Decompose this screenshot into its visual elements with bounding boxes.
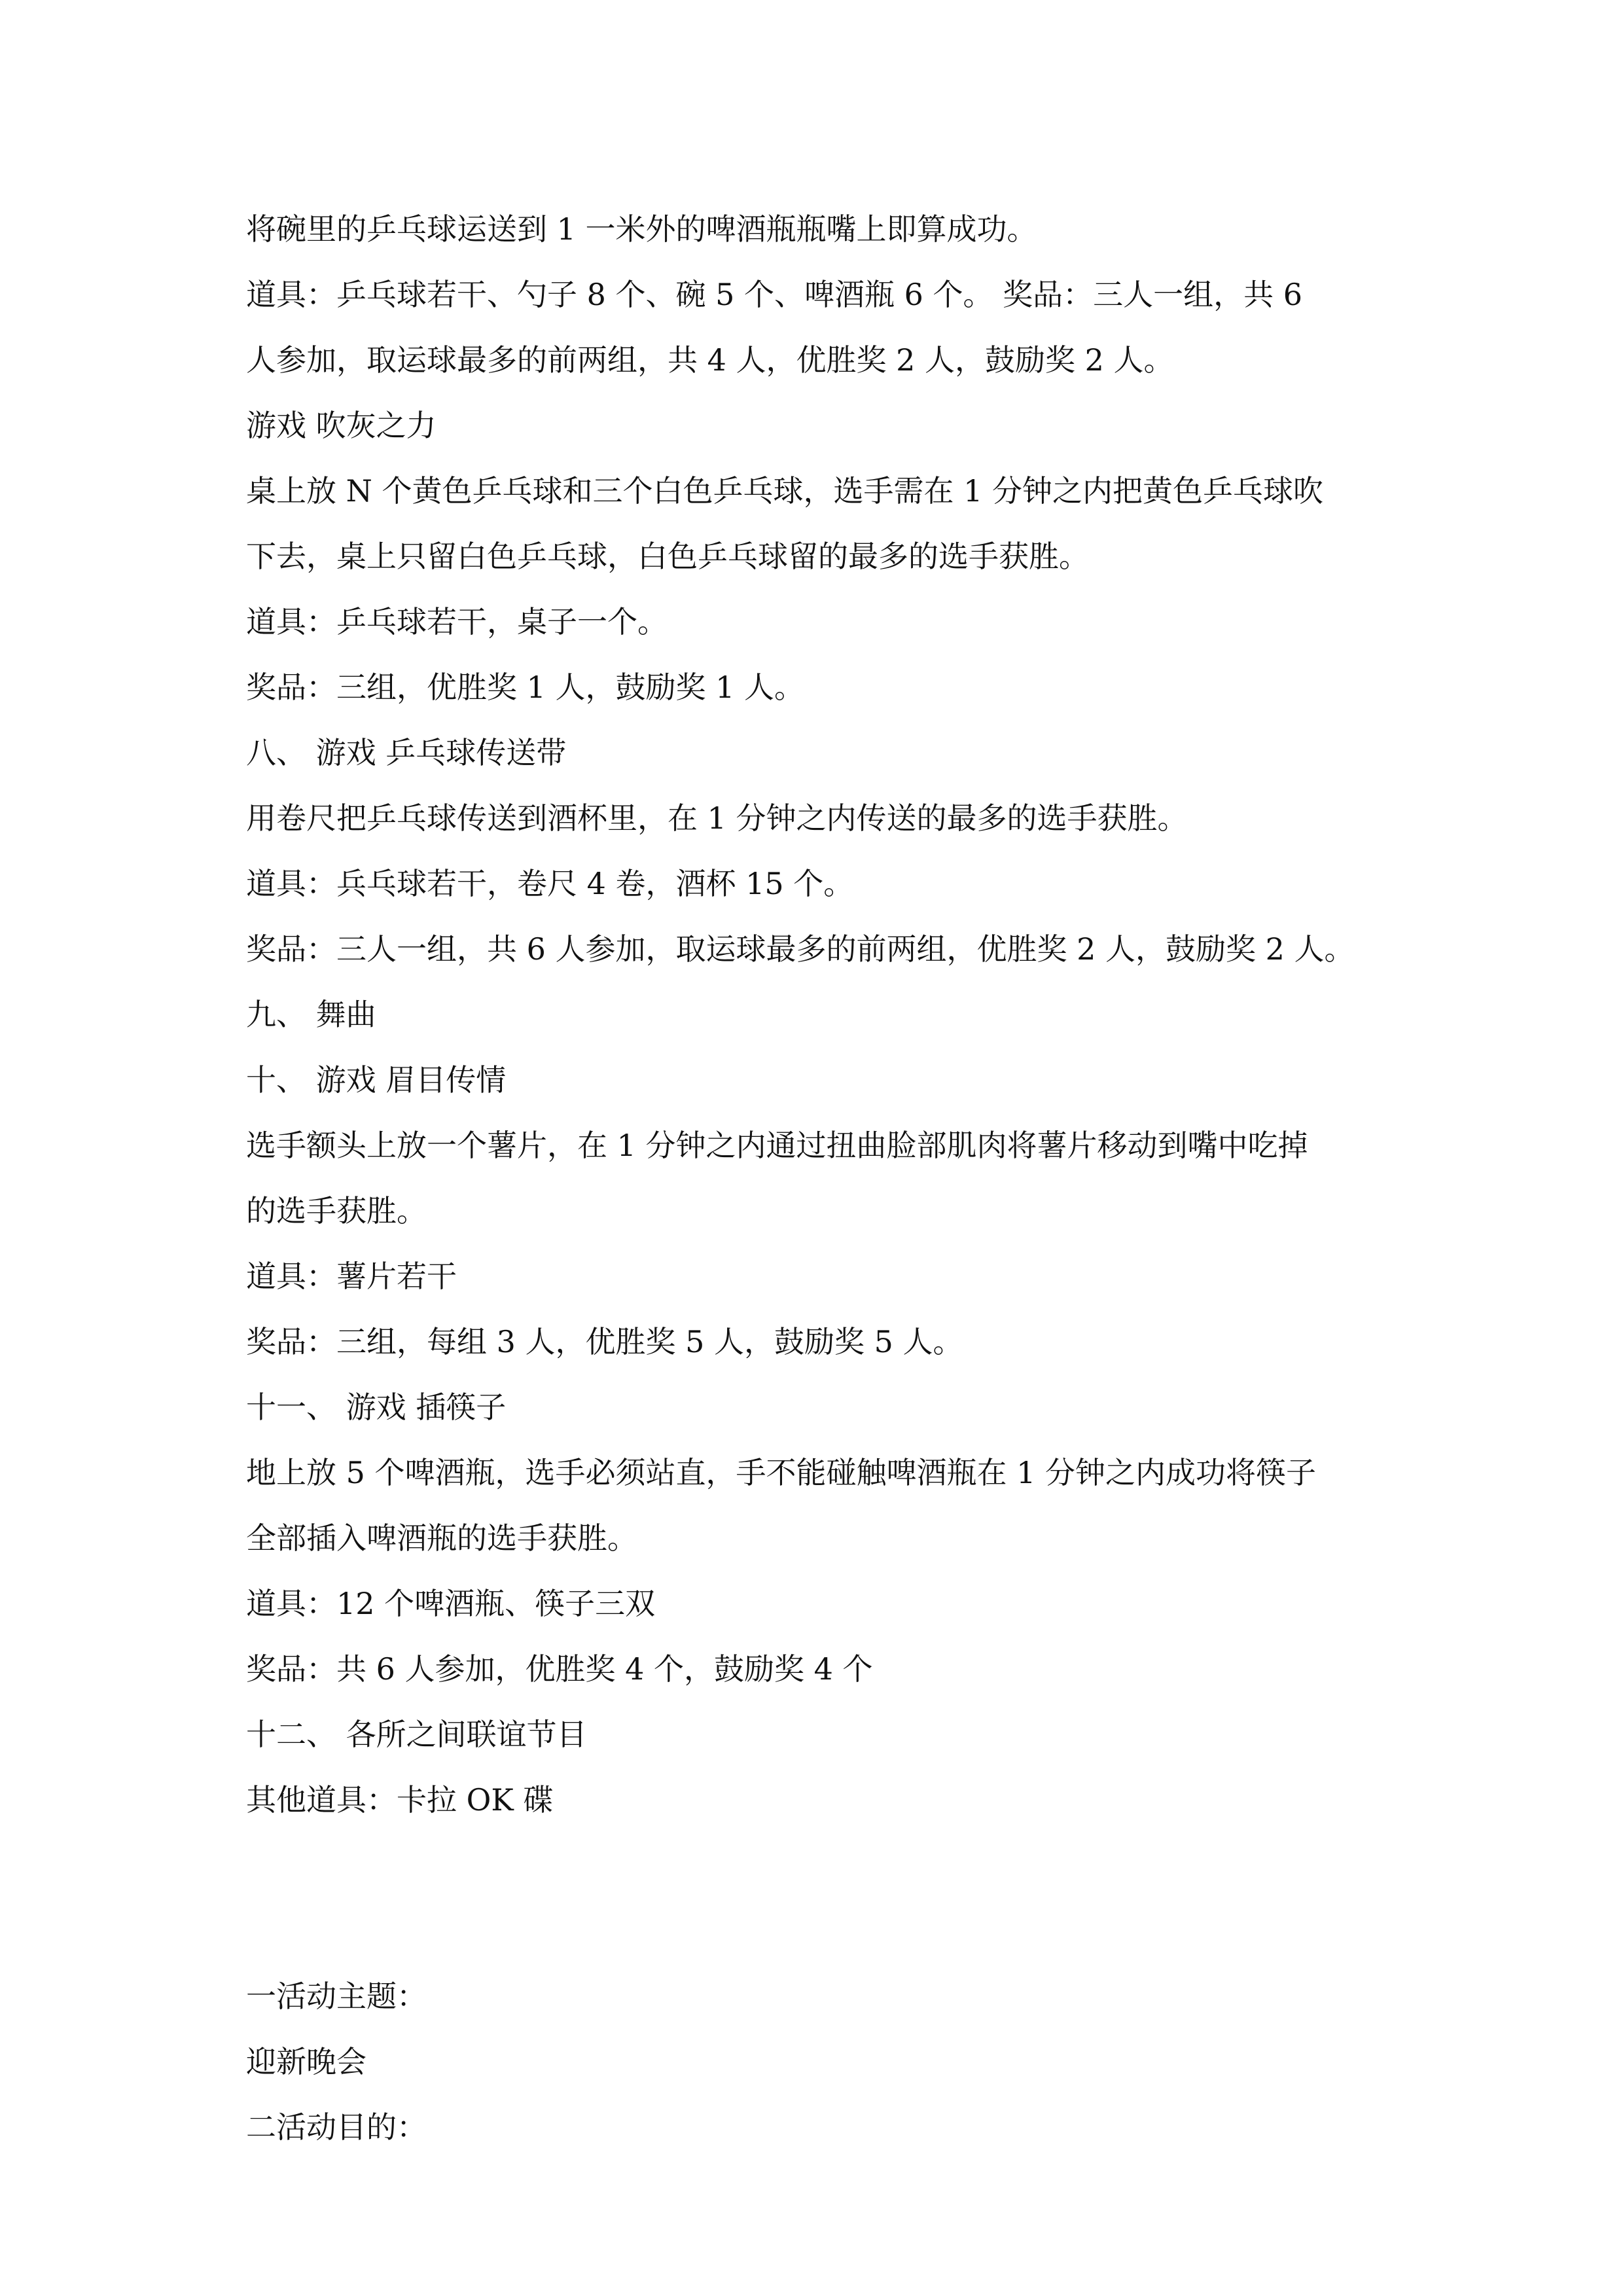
section-heading: 八、 游戏 乒乓球传送带	[246, 735, 567, 770]
paragraph-line: 用卷尺把乒乓球传送到酒杯里，在 1 分钟之内传送的最多的选手获胜。	[246, 800, 1188, 836]
section-heading: 九、 舞曲	[246, 997, 376, 1032]
paragraph-line: 道具：12 个啤酒瓶、筷子三双	[246, 1586, 656, 1621]
paragraph-line: 奖品：共 6 人参加，优胜奖 4 个，鼓励奖 4 个	[246, 1651, 873, 1687]
paragraph-line: 人参加，取运球最多的前两组，共 4 人，优胜奖 2 人，鼓励奖 2 人。	[246, 342, 1174, 378]
paragraph-line: 选手额头上放一个薯片，在 1 分钟之内通过扭曲脸部肌肉将薯片移动到嘴中吃掉	[246, 1128, 1308, 1163]
section-heading: 十一、 游戏 插筷子	[246, 1390, 507, 1425]
paragraph-line: 奖品：三组，优胜奖 1 人，鼓励奖 1 人。	[246, 670, 805, 705]
paragraph-line: 迎新晚会	[246, 2044, 366, 2079]
paragraph-line: 的选手获胜。	[246, 1193, 427, 1229]
section-heading: 十、 游戏 眉目传情	[246, 1062, 507, 1098]
paragraph-line: 道具：兵乓球若干，卷尺 4 卷，酒杯 15 个。	[246, 866, 854, 901]
paragraph-line: 道具：乒乓球若干，桌子一个。	[246, 604, 668, 639]
paragraph-line: 桌上放 N 个黄色乒乓球和三个白色乒乓球，选手需在 1 分钟之内把黄色乒乓球吹	[246, 473, 1324, 509]
paragraph-line: 道具：薯片若干	[246, 1259, 457, 1294]
section-heading: 二活动目的：	[246, 2109, 427, 2145]
paragraph-line: 下去，桌上只留白色乒乓球，白色乒乓球留的最多的选手获胜。	[246, 539, 1089, 574]
paragraph-line: 其他道具：卡拉 OK 碟	[246, 1782, 554, 1818]
game-heading: 游戏 吹灰之力	[246, 408, 437, 443]
paragraph-line: 将碗里的乒乓球运送到 1 一米外的啤酒瓶瓶嘴上即算成功。	[246, 211, 1037, 247]
paragraph-line: 地上放 5 个啤酒瓶，选手必须站直，手不能碰触啤酒瓶在 1 分钟之内成功将筷子	[246, 1455, 1317, 1490]
section-heading: 一活动主题：	[246, 1979, 427, 2014]
paragraph-line: 全部插入啤酒瓶的选手获胜。	[246, 1520, 637, 1556]
blank-gap	[246, 1833, 1398, 1964]
paragraph-line: 奖品：三组，每组 3 人，优胜奖 5 人，鼓励奖 5 人。	[246, 1324, 963, 1359]
paragraph-line: 奖品：三人一组，共 6 人参加，取运球最多的前两组，优胜奖 2 人，鼓励奖 2 人。	[246, 931, 1355, 967]
paragraph-line: 道具：乒乓球若干、勺子 8 个、碗 5 个、啤酒瓶 6 个。 奖品：三人一组，共 6	[246, 277, 1303, 312]
document-body	[246, 196, 1398, 2160]
section-heading: 十二、 各所之间联谊节目	[246, 1717, 587, 1752]
